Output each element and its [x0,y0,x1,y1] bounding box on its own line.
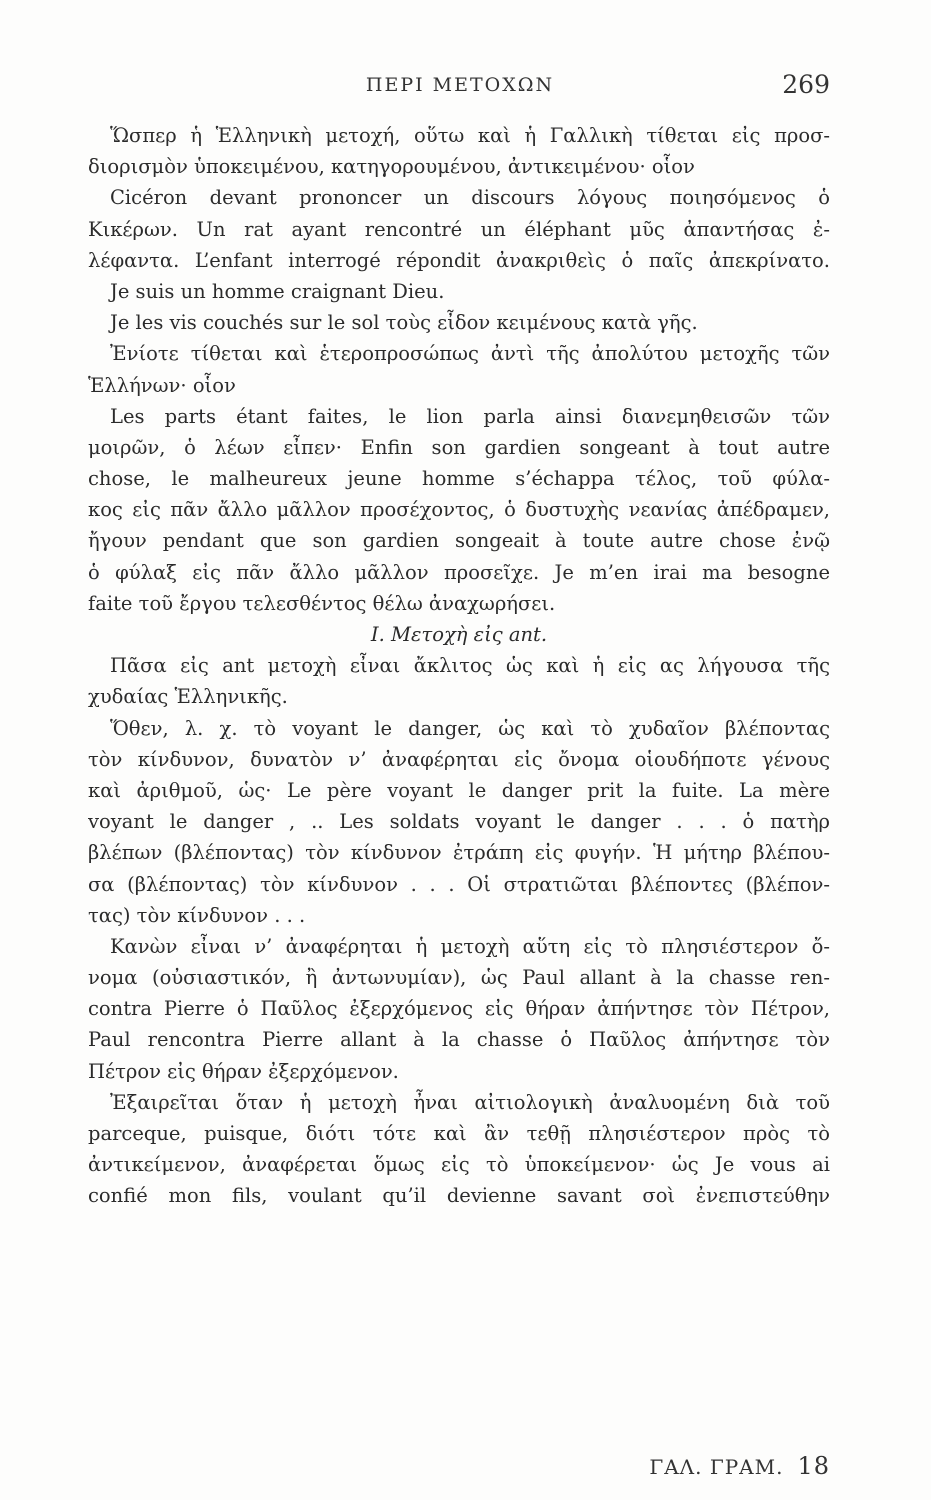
text-line: κος εἰς πᾶν ἄλλο μᾶλλον προσέχοντος, ὁ δυστυχὴς νεανίας ἀπέδραμεν, [88,498,830,522]
text-line: Ἐνίοτε τίθεται καὶ ἑτεροπροσώπως ἀντὶ τῆς ἀπολύτου μετοχῆς τῶν [110,342,830,366]
page-header [90,70,830,106]
signature-number: 18 [797,1452,830,1480]
text-line: μοιρῶν, ὁ λέων εἶπεν· Enfin son gardien songeant à tout autre [88,435,830,459]
text-line: καὶ ἀριθμοῦ, ὡς· Le père voyant le danger prit la fuite. La mère [88,778,830,802]
text-line: Les parts étant faites, le lion parla ainsi διανεμηθεισῶν τῶν [110,404,830,428]
text-line: confié mon fils, voulant qu’il devienne savant σοὶ ἐνεπιστεύθην [88,1184,830,1208]
text-line: Πέτρον εἰς θήραν ἐξερχόμενον. [88,1059,399,1083]
text-line: βλέπων (βλέποντας) τὸν κίνδυνον ἐτράπη εἰς φυγήν. Ἡ μήτηρ βλέπου- [88,841,830,865]
text-line: Cicéron devant prononcer un discours λόγους ποιησόμενος ὁ [110,186,830,210]
text-line: Paul rencontra Pierre allant à la chasse ὁ Παῦλος ἀπήντησε τὸν [88,1028,830,1052]
text-line: ἤγουν pendant que son gardien songeait à toute autre chose ἐνῷ [88,529,830,553]
page-footer [649,1452,830,1480]
text-line: voyant le danger , .. Les soldats voyant le danger . . . ὁ πατὴρ [88,810,830,834]
text-line: σα (βλέποντας) τὸν κίνδυνον . . . Οἱ στρατιῶται βλέποντες (βλέπον- [88,872,830,896]
text-line: τας) τὸν κίνδυνον . . . [88,903,306,927]
text-line: λέφαντα. L’enfant interrogé répondit ἀνακριθεὶς ὁ παῖς ἀπεκρίνατο. [88,248,830,272]
text-line: Ὥσπερ ἡ Ἑλληνικὴ μετοχή, οὕτω καὶ ἡ Γαλλικὴ τίθεται εἰς προσ- [110,124,830,147]
text-block-bottom [88,650,830,1211]
text-block-top [88,120,830,619]
signature-mark: ΓΑΛ. ΓΡΑΜ. [649,1455,784,1479]
text-line: τὸν κίνδυνον, δυνατὸν ν’ ἀναφέρηται εἰς ὄνομα οἱουδήποτε γένους [88,747,830,771]
text-line: ἀντικείμενον, ἀναφέρεται ὅμως εἰς τὸ ὑποκείμενον· ὡς Je vous ai [88,1153,830,1177]
text-line: Ὅθεν, λ. χ. τὸ voyant le danger, ὡς καὶ τὸ χυδαῖον βλέποντας [110,716,830,740]
text-line: Ἐξαιρεῖται ὅταν ἡ μετοχὴ ἦναι αἰτιολογικὴ ἀναλυομένη διὰ τοῦ [110,1090,830,1114]
text-line: νομα (οὐσιαστικόν, ἢ ἀντωνυμίαν), ὡς Paul allant à la chasse ren- [88,966,830,990]
text-line: faite τοῦ ἔργου τελεσθέντος θέλω ἀναχωρήσει. [88,591,556,615]
text-line: χυδαίας Ἑλληνικῆς. [88,685,288,709]
page-number: 269 [782,70,830,99]
body-text [88,120,830,1212]
running-title: ΠΕΡΙ ΜΕΤΟΧΩΝ [365,74,555,96]
text-line: Κανὼν εἶναι ν’ ἀναφέρηται ἡ μετοχὴ αὕτη εἰς τὸ πλησιέστερον ὄ- [110,934,830,958]
text-line: Je les vis couchés sur le sol τοὺς εἶδον κειμένους κατὰ γῆς. [110,311,698,335]
text-line: Je suis un homme craignant Dieu. [110,279,445,303]
text-line: parceque, puisque, διότι τότε καὶ ἂν τεθῇ πλησιέστερον πρὸς τὸ [88,1122,830,1145]
text-line: διορισμὸν ὑποκειμένου, κατηγορουμένου, ἀντικειμένου· οἷον [88,155,695,179]
text-line: contra Pierre ὁ Παῦλος ἐξερχόμενος εἰς θήραν ἀπήντησε τὸν Πέτρον, [88,997,830,1021]
text-line: ὁ φύλαξ εἰς πᾶν ἄλλο μᾶλλον προσεῖχε. Je m’en irai ma besogne [88,560,830,584]
text-line: Κικέρων. Un rat ayant rencontré un éléphant μῦς ἀπαντήσας ἐ- [88,217,830,241]
text-line: chose, le malheureux jeune homme s’échappa τέλος, τοῦ φύλα- [88,467,830,491]
text-line: Ἑλλήνων· οἷον [88,373,236,397]
text-line: Πᾶσα εἰς ant μετοχὴ εἶναι ἄκλιτος ὡς καὶ ἡ εἰς ας λήγουσα τῆς [110,654,830,678]
section-heading: I. Μετοχὴ εἰς ant. [370,623,548,646]
